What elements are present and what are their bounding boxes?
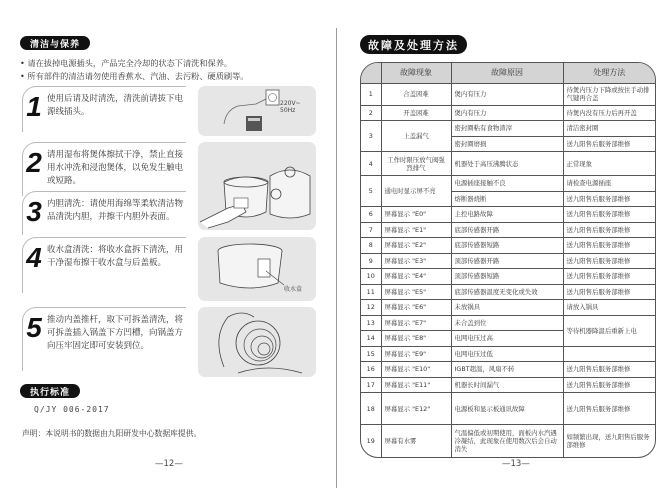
row-no: 3: [361, 121, 381, 152]
statement: 声明：本说明书的数据由九阳研发中心数据库提供。: [22, 429, 202, 438]
table-row: [361, 315, 655, 331]
step-1: [22, 86, 186, 132]
step-text: 推动内盖推杆，取下可拆盖清洗，将可拆盖插入锅盖下方凹槽，向锅盖方向压牢固定即可安装到位。: [47, 315, 184, 351]
table-row: [361, 362, 655, 378]
row-symptom: 屏幕显示 "E10": [381, 362, 451, 378]
row-cause: 底部传感器短路: [451, 238, 563, 254]
row-symptom: 屏幕显示 "E7": [381, 315, 451, 331]
step-text: 请用湿布将煲体擦拭干净，禁止直接用水冲洗和浸泡煲体，以免发生触电或短路。: [47, 150, 184, 186]
row-no: 17: [361, 377, 381, 393]
row-solution: 送九阳售后服务部维修: [563, 191, 655, 207]
row-solution: 送九阳售后服务部维修: [563, 222, 655, 238]
row-solution: 送九阳售后服务部维修: [563, 377, 655, 393]
col-cause-header: 故障原因: [451, 63, 563, 83]
illustration-inner-lid: [198, 307, 316, 377]
row-no: 8: [361, 238, 381, 254]
row-cause: 未合盖到位: [451, 315, 563, 331]
table-row: [361, 222, 655, 238]
row-solution: 请检查电源插座: [563, 176, 655, 192]
cleaning-notes: [20, 57, 249, 83]
table-row: [361, 377, 655, 393]
row-cause: 未放锅具: [451, 300, 563, 316]
page-number: —12—: [155, 459, 183, 469]
table-row: [361, 176, 655, 192]
row-symptom: 屏幕显示 "E6": [381, 300, 451, 316]
row-symptom: 屏幕显示 "E0": [381, 207, 451, 223]
row-solution: 清洁密封圈: [563, 121, 655, 137]
row-symptom: 合盖困难: [381, 83, 451, 105]
row-symptom: 屏幕显示 "E11": [381, 377, 451, 393]
col-no-header: [361, 63, 381, 83]
row-solution: 送九阳售后服务部维修: [563, 207, 655, 223]
table-row: [361, 284, 655, 300]
row-no: 1: [361, 83, 381, 105]
row-symptom: 屏幕显示 "E8": [381, 331, 451, 347]
table-row: [361, 83, 655, 105]
row-cause: 电源板和显示板通讯故障: [451, 393, 563, 425]
step-number: 3: [26, 196, 42, 227]
row-symptom: 屏幕显示 "E2": [381, 238, 451, 254]
row-cause: IGBT超温，风扇不转: [451, 362, 563, 378]
troubleshooting-table: [360, 62, 656, 458]
row-solution: 送九阳售后服务部维修: [563, 238, 655, 254]
row-cause: 顶部传感器开路: [451, 253, 563, 269]
row-symptom: 通电时显示屏不亮: [381, 176, 451, 207]
table-row: [361, 346, 655, 362]
table-row: [361, 269, 655, 285]
row-solution: [563, 346, 655, 362]
row-cause: 密封圈粘有食物渣滓: [451, 121, 563, 137]
step-5: [22, 307, 186, 371]
illustration-wipe-body: [198, 142, 316, 230]
row-no: 18: [361, 393, 381, 425]
table-row: [361, 121, 655, 137]
row-symptom: 上盖漏气: [381, 121, 451, 152]
section-title-standard: 执行标准: [20, 384, 80, 398]
table-row: [361, 253, 655, 269]
row-cause: 气温偏低或初期使用，面板内水汽遇冷凝结，此现象在使用数次后会自动消失: [451, 425, 563, 457]
row-cause: 密封圈磨损: [451, 136, 563, 152]
table-row: [361, 207, 655, 223]
row-no: 4: [361, 152, 381, 176]
row-solution: 如频繁出现，送九阳售后服务部维修: [563, 425, 655, 457]
row-solution: 等待机器降温后重新上电: [563, 315, 655, 346]
table-row: [361, 238, 655, 254]
row-symptom: 屏幕显示 "E9": [381, 346, 451, 362]
step-number: 4: [26, 242, 42, 273]
table-row: [361, 152, 655, 176]
page-divider: [336, 28, 337, 488]
row-cause: 底部传感器开路: [451, 222, 563, 238]
row-solution: 送九阳售后服务部维修: [563, 393, 655, 425]
table-header-row: [361, 63, 655, 83]
row-cause: 熔断器烧断: [451, 191, 563, 207]
row-symptom: 屏幕显示 "E4": [381, 269, 451, 285]
row-cause: 主控电路故障: [451, 207, 563, 223]
row-no: 12: [361, 300, 381, 316]
row-no: 13: [361, 315, 381, 331]
col-solution-header: 处理方法: [563, 63, 655, 83]
row-no: 2: [361, 105, 381, 121]
row-no: 5: [361, 176, 381, 207]
row-symptom: 开盖困难: [381, 105, 451, 121]
row-no: 11: [361, 284, 381, 300]
row-cause: 底部传感器温度无变化或失效: [451, 284, 563, 300]
row-cause: 电网电压过高: [451, 331, 563, 347]
row-no: 16: [361, 362, 381, 378]
row-solution: 送九阳售后服务部维修: [563, 269, 655, 285]
step-number: 2: [26, 147, 42, 178]
row-cause: 机器长时间漏气: [451, 377, 563, 393]
step-text: 内胆清洗：请使用海绵等柔软清洁物品清洗内胆，并擦干内胆外表面。: [47, 199, 184, 222]
row-no: 19: [361, 425, 381, 457]
step-text: 使用后请及时清洗，清洗前请拔下电源线插头。: [47, 94, 184, 117]
page-number: —13—: [502, 459, 530, 469]
section-title-cleaning: 清洁与保养: [20, 36, 90, 50]
row-solution: 待煲内压力下降或按住手动排气键再合盖: [563, 83, 655, 105]
rice-cooker-wipe-icon: [198, 142, 316, 230]
inner-lid-icon: [198, 307, 316, 377]
step-text: 收水盒清洗：将收水盒拆下清洗，用干净湿布擦干收水盒与后盖板。: [47, 245, 184, 268]
water-box-label: 收水盒: [284, 286, 303, 293]
standard-code: Q/JY 006-2017: [34, 405, 110, 414]
step-2: [22, 142, 186, 196]
row-no: 10: [361, 269, 381, 285]
row-no: 15: [361, 346, 381, 362]
row-no: 9: [361, 253, 381, 269]
step-number: 5: [26, 312, 42, 343]
row-symptom: 屏幕显示 "E12": [381, 393, 451, 425]
row-no: 6: [361, 207, 381, 223]
voltage-label: 220V~ 50Hz: [280, 100, 301, 114]
step-number: 1: [26, 91, 42, 122]
row-solution: 送九阳售后服务部维修: [563, 136, 655, 152]
table-row: [361, 105, 655, 121]
row-cause: 电网电压过低: [451, 346, 563, 362]
illustration-water-box: [198, 237, 316, 301]
bullet-item: • 请在拔掉电源插头，产品完全冷却的状态下清洗和保养。: [20, 58, 233, 68]
row-solution: 正常现象: [563, 152, 655, 176]
row-symptom: 屏幕显示 "E3": [381, 253, 451, 269]
table-row: [361, 393, 655, 425]
col-symptom-header: 故障现象: [381, 63, 451, 83]
row-solution: 送九阳售后服务部维修: [563, 284, 655, 300]
row-solution: 送九阳售后服务部维修: [563, 253, 655, 269]
row-cause: 顶部传感器短路: [451, 269, 563, 285]
row-cause: 电源插座接触不良: [451, 176, 563, 192]
table-row: [361, 425, 655, 457]
row-symptom: 工作时限压放气阀强烈排气: [381, 152, 451, 176]
section-title-troubleshooting: 故障及处理方法: [360, 35, 467, 54]
row-symptom: 屏幕显示 "E5": [381, 284, 451, 300]
illustration-unplug: [198, 86, 316, 136]
page-12: [0, 0, 330, 500]
row-no: 7: [361, 222, 381, 238]
table-row: [361, 300, 655, 316]
row-symptom: 屏幕显示 "E1": [381, 222, 451, 238]
row-solution: 请放入锅具: [563, 300, 655, 316]
step-4: [22, 237, 186, 293]
row-cause: 煲内有压力: [451, 105, 563, 121]
row-no: 14: [361, 331, 381, 347]
row-cause: 机器处于高压沸腾状态: [451, 152, 563, 176]
page-13: [345, 0, 667, 500]
row-cause: 煲内有压力: [451, 83, 563, 105]
step-3: [22, 191, 186, 235]
row-symptom: 屏幕有水雾: [381, 425, 451, 457]
row-solution: 送九阳售后服务部维修: [563, 362, 655, 378]
bullet-item: • 所有部件的清洁请勿使用香蕉水、汽油、去污粉、硬质刷等。: [20, 71, 249, 81]
row-solution: 待煲内没有压力后再开盖: [563, 105, 655, 121]
